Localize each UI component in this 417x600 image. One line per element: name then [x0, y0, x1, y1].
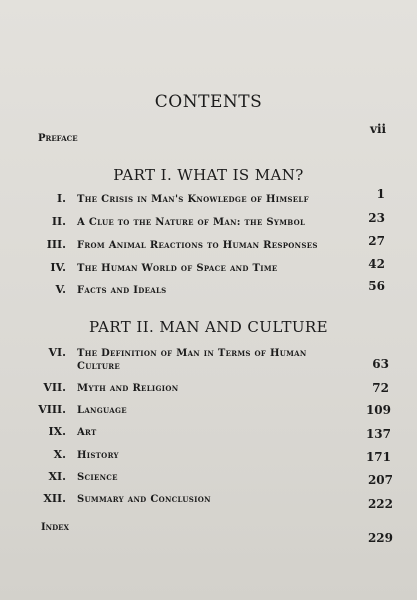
chapter-title: Facts and Ideals: [77, 285, 167, 296]
chapter-page: 1: [376, 187, 385, 201]
chapter-number: VI.: [48, 346, 66, 359]
chapter-number: VII.: [43, 381, 66, 394]
chapter-number: V.: [55, 283, 66, 296]
chapter-page: 23: [368, 211, 385, 225]
chapter-number: IX.: [48, 425, 66, 438]
chapter-title: History: [77, 450, 119, 461]
chapter-page: 222: [367, 497, 393, 511]
chapter-number: VIII.: [38, 403, 66, 416]
index-page: 229: [367, 531, 393, 545]
part-2-title: PART II. MAN AND CULTURE: [89, 318, 328, 336]
part-1-title: PART I. WHAT IS MAN?: [113, 166, 304, 184]
chapter-number: I.: [57, 192, 66, 205]
chapter-title: Art: [77, 427, 97, 438]
chapter-page: 42: [368, 257, 385, 271]
chapter-title: Language: [77, 405, 127, 416]
chapter-title: Science: [77, 472, 118, 483]
chapter-title: From Animal Reactions to Human Responses: [77, 240, 318, 251]
chapter-number: III.: [46, 238, 66, 251]
chapter-page: 72: [372, 381, 389, 395]
chapter-page: 207: [367, 473, 393, 487]
chapter-page: 137: [365, 427, 391, 441]
chapter-page: 63: [372, 357, 389, 371]
chapter-title-continuation: Culture: [77, 361, 120, 372]
chapter-title: Myth and Religion: [77, 383, 179, 394]
chapter-page: 171: [365, 450, 391, 464]
chapter-title: Summary and Conclusion: [77, 494, 211, 505]
chapter-number: IV.: [50, 261, 66, 274]
chapter-number: II.: [51, 215, 66, 228]
chapter-number: XII.: [43, 492, 66, 505]
chapter-number: XI.: [48, 470, 66, 483]
contents-heading: CONTENTS: [154, 92, 263, 112]
chapter-title: A Clue to the Nature of Man: the Symbol: [77, 217, 306, 228]
chapter-title: The Crisis in Man's Knowledge of Himself: [77, 194, 309, 205]
index-label: Index: [41, 522, 69, 533]
chapter-page: 27: [368, 234, 385, 248]
chapter-title: The Human World of Space and Time: [77, 263, 278, 274]
preface-page: vii: [370, 122, 387, 136]
chapter-title: The Definition of Man in Terms of Human: [77, 348, 307, 359]
preface-label: Preface: [38, 133, 78, 144]
chapter-page: 109: [365, 403, 391, 417]
chapter-number: X.: [53, 448, 66, 461]
chapter-page: 56: [368, 279, 385, 293]
